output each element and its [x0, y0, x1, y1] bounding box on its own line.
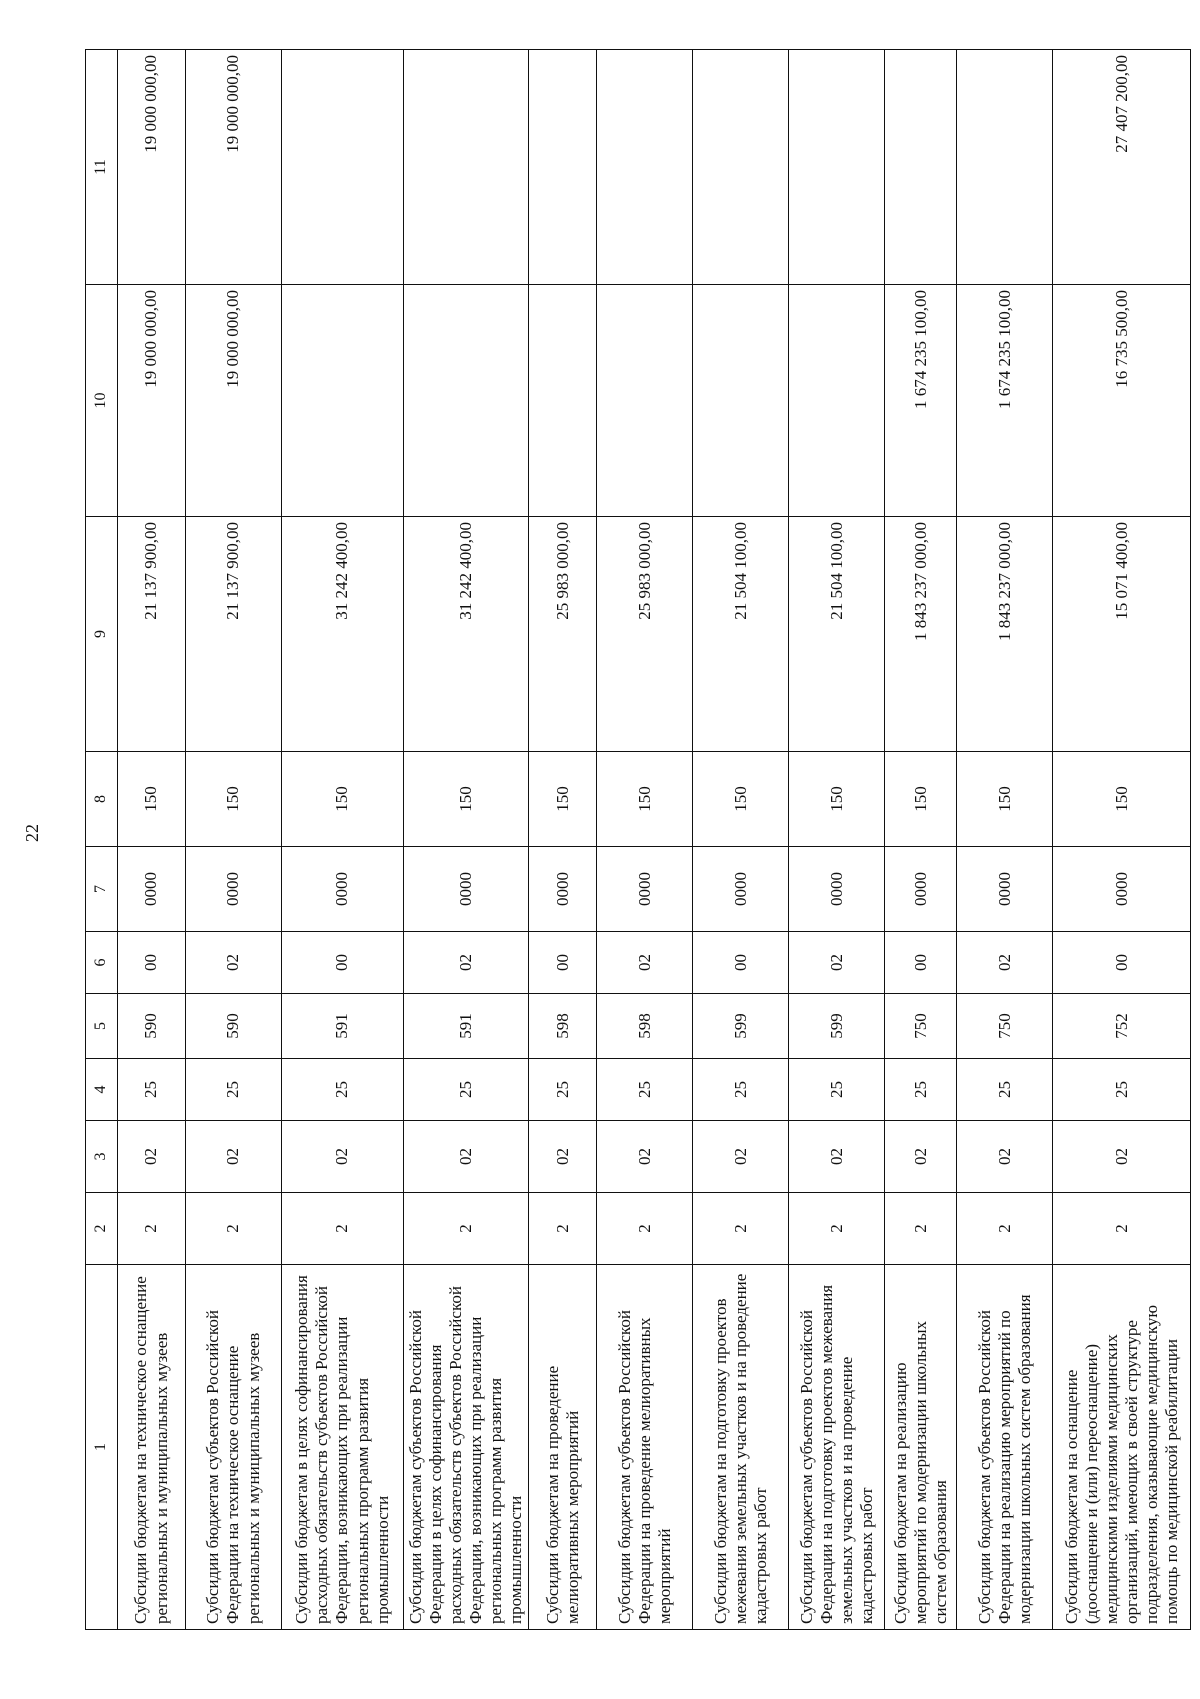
row-value-cell: 00 [693, 932, 789, 994]
row-value-cell: 2 [597, 1193, 693, 1265]
row-value-cell: 599 [693, 994, 789, 1059]
row-value-cell: 02 [789, 932, 885, 994]
row-value-cell [789, 50, 885, 285]
row-value-cell: 150 [118, 752, 186, 847]
row-value-cell: 02 [885, 1121, 957, 1193]
row-value-cell: 02 [404, 932, 529, 994]
row-value-cell: 150 [404, 752, 529, 847]
row-value-cell [282, 50, 404, 285]
row-value-cell [597, 50, 693, 285]
row-value-cell: 2 [693, 1193, 789, 1265]
row-value-cell: 752 [1053, 994, 1191, 1059]
row-name-cell: Субсидии бюджетам в целях софинансирования расходных обязательств субъектов Российской Федерации, возникающих при реализации региональных программ развития промышленности [282, 1265, 404, 1630]
row-name-cell: Субсидии бюджетам на проведение мелиоративных мероприятий [529, 1265, 597, 1630]
header-row [86, 50, 118, 1630]
row-value-cell: 2 [404, 1193, 529, 1265]
row-value-cell: 0000 [118, 847, 186, 932]
row-value-cell: 591 [404, 994, 529, 1059]
table-body [118, 50, 1191, 1630]
row-value-cell: 1 674 235 100,00 [957, 285, 1053, 517]
row-value-cell: 598 [529, 994, 597, 1059]
row-value-cell: 25 [404, 1059, 529, 1121]
row-value-cell: 1 674 235 100,00 [885, 285, 957, 517]
row-value-cell: 00 [529, 932, 597, 994]
row-value-cell: 21 137 900,00 [186, 517, 282, 752]
row-value-cell: 21 137 900,00 [118, 517, 186, 752]
row-value-cell [885, 50, 957, 285]
row-value-cell: 02 [597, 1121, 693, 1193]
row-value-cell: 25 [693, 1059, 789, 1121]
row-value-cell: 2 [529, 1193, 597, 1265]
row-value-cell: 750 [957, 994, 1053, 1059]
table-row [529, 50, 597, 1630]
row-value-cell: 750 [885, 994, 957, 1059]
row-value-cell: 2 [282, 1193, 404, 1265]
row-value-cell: 150 [1053, 752, 1191, 847]
table-row [597, 50, 693, 1630]
row-value-cell: 19 000 000,00 [186, 285, 282, 517]
table-row [118, 50, 186, 1630]
row-value-cell: 00 [282, 932, 404, 994]
row-value-cell: 25 [529, 1059, 597, 1121]
row-value-cell: 02 [282, 1121, 404, 1193]
row-value-cell: 0000 [529, 847, 597, 932]
row-value-cell [957, 50, 1053, 285]
table-row [957, 50, 1053, 1630]
row-value-cell [597, 285, 693, 517]
page-number: 22 [22, 824, 42, 842]
row-value-cell: 02 [529, 1121, 597, 1193]
row-value-cell [693, 50, 789, 285]
row-value-cell: 0000 [885, 847, 957, 932]
row-value-cell: 2 [885, 1193, 957, 1265]
header-cell: 9 [86, 517, 118, 752]
row-value-cell: 02 [957, 1121, 1053, 1193]
rotated-table-container [85, 50, 1181, 1630]
row-value-cell: 25 [282, 1059, 404, 1121]
row-value-cell: 02 [186, 932, 282, 994]
row-value-cell [529, 285, 597, 517]
row-value-cell: 590 [186, 994, 282, 1059]
header-cell: 5 [86, 994, 118, 1059]
row-value-cell: 150 [693, 752, 789, 847]
row-value-cell: 2 [957, 1193, 1053, 1265]
row-value-cell [789, 285, 885, 517]
row-value-cell: 00 [118, 932, 186, 994]
row-value-cell: 27 407 200,00 [1053, 50, 1191, 285]
row-value-cell: 02 [1053, 1121, 1191, 1193]
row-value-cell: 599 [789, 994, 885, 1059]
row-value-cell: 150 [186, 752, 282, 847]
row-name-cell: Субсидии бюджетам на техническое оснащение региональных и муниципальных музеев [118, 1265, 186, 1630]
row-name-cell: Субсидии бюджетам субъектов Российской Федерации на проведение мелиоративных мероприятий [597, 1265, 693, 1630]
row-value-cell: 02 [693, 1121, 789, 1193]
row-value-cell: 02 [789, 1121, 885, 1193]
row-value-cell: 25 [118, 1059, 186, 1121]
header-cell: 4 [86, 1059, 118, 1121]
row-value-cell: 19 000 000,00 [118, 50, 186, 285]
row-name-cell: Субсидии бюджетам на реализацию мероприятий по модернизации школьных систем образования [885, 1265, 957, 1630]
row-name-cell: Субсидии бюджетам субъектов Российской Федерации на подготовку проектов межевания земельных участков и на проведение кадастровых работ [789, 1265, 885, 1630]
table-row [1053, 50, 1191, 1630]
row-value-cell: 25 [597, 1059, 693, 1121]
row-name-cell: Субсидии бюджетам субъектов Российской Федерации на реализацию мероприятий по модернизации школьных систем образования [957, 1265, 1053, 1630]
row-value-cell: 25 983 000,00 [529, 517, 597, 752]
row-value-cell: 0000 [282, 847, 404, 932]
row-value-cell: 1 843 237 000,00 [957, 517, 1053, 752]
row-value-cell: 21 504 100,00 [693, 517, 789, 752]
row-value-cell: 25 [789, 1059, 885, 1121]
row-value-cell: 591 [282, 994, 404, 1059]
row-value-cell: 150 [957, 752, 1053, 847]
row-value-cell: 25 [186, 1059, 282, 1121]
header-cell: 1 [86, 1265, 118, 1630]
row-value-cell: 0000 [693, 847, 789, 932]
row-value-cell: 2 [118, 1193, 186, 1265]
row-value-cell: 25 [1053, 1059, 1191, 1121]
header-cell: 7 [86, 847, 118, 932]
row-value-cell [282, 285, 404, 517]
row-value-cell: 02 [186, 1121, 282, 1193]
row-value-cell: 0000 [789, 847, 885, 932]
row-value-cell [404, 50, 529, 285]
row-value-cell [529, 50, 597, 285]
table-row [404, 50, 529, 1630]
table-row [282, 50, 404, 1630]
row-value-cell: 25 [885, 1059, 957, 1121]
row-value-cell: 150 [789, 752, 885, 847]
row-value-cell: 150 [282, 752, 404, 847]
row-value-cell: 0000 [404, 847, 529, 932]
header-cell: 2 [86, 1193, 118, 1265]
row-value-cell: 16 735 500,00 [1053, 285, 1191, 517]
row-value-cell: 15 071 400,00 [1053, 517, 1191, 752]
row-value-cell: 25 [957, 1059, 1053, 1121]
row-value-cell: 150 [529, 752, 597, 847]
row-value-cell: 00 [885, 932, 957, 994]
row-value-cell: 31 242 400,00 [404, 517, 529, 752]
row-value-cell [404, 285, 529, 517]
row-value-cell: 2 [1053, 1193, 1191, 1265]
row-value-cell: 0000 [186, 847, 282, 932]
budget-table [85, 49, 1191, 1630]
row-value-cell: 590 [118, 994, 186, 1059]
header-cell: 3 [86, 1121, 118, 1193]
header-cell: 11 [86, 50, 118, 285]
table-row [789, 50, 885, 1630]
header-cell: 10 [86, 285, 118, 517]
table-row [693, 50, 789, 1630]
table-row [885, 50, 957, 1630]
header-cell: 6 [86, 932, 118, 994]
row-value-cell: 31 242 400,00 [282, 517, 404, 752]
row-value-cell: 02 [957, 932, 1053, 994]
row-value-cell: 19 000 000,00 [186, 50, 282, 285]
row-value-cell: 0000 [1053, 847, 1191, 932]
row-name-cell: Субсидии бюджетам субъектов Российской Федерации в целях софинансирования расходных обязательств субъектов Российской Федерации, возникающих при реализации региональных программ развития промышленности [404, 1265, 529, 1630]
row-name-cell: Субсидии бюджетам на подготовку проектов межевания земельных участков и на проведение кадастровых работ [693, 1265, 789, 1630]
row-name-cell: Субсидии бюджетам на оснащение (дооснащение и (или) переоснащение) медицинскими изделиями медицинских организаций, имеющих в своей структуре подразделения, оказывающие медицинскую помощь по медицинской реабилитации [1053, 1265, 1191, 1630]
row-value-cell: 00 [1053, 932, 1191, 994]
row-value-cell: 0000 [597, 847, 693, 932]
row-value-cell: 19 000 000,00 [118, 285, 186, 517]
row-value-cell: 2 [789, 1193, 885, 1265]
row-value-cell [693, 285, 789, 517]
row-value-cell: 02 [597, 932, 693, 994]
row-name-cell: Субсидии бюджетам субъектов Российской Федерации на техническое оснащение региональных и муниципальных музеев [186, 1265, 282, 1630]
row-value-cell: 02 [404, 1121, 529, 1193]
row-value-cell: 150 [597, 752, 693, 847]
row-value-cell: 598 [597, 994, 693, 1059]
row-value-cell: 2 [186, 1193, 282, 1265]
table-row [186, 50, 282, 1630]
row-value-cell: 25 983 000,00 [597, 517, 693, 752]
row-value-cell: 150 [885, 752, 957, 847]
row-value-cell: 02 [118, 1121, 186, 1193]
row-value-cell: 0000 [957, 847, 1053, 932]
row-value-cell: 21 504 100,00 [789, 517, 885, 752]
header-cell: 8 [86, 752, 118, 847]
row-value-cell: 1 843 237 000,00 [885, 517, 957, 752]
